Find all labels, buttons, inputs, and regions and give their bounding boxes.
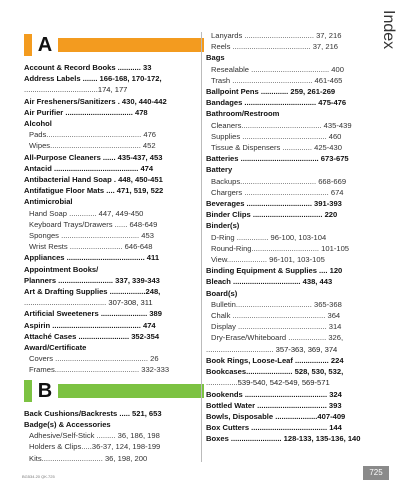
index-subentry: Pads............................................. 476 xyxy=(29,130,157,140)
index-subentry: Supplies ........................................ 460 xyxy=(211,131,342,141)
index-entry: Ballpoint Pens ............. 259, 261-269 xyxy=(206,87,336,97)
index-heading: Antimicrobial xyxy=(24,197,73,207)
index-heading: Board(s) xyxy=(206,288,238,298)
index-entry-continuation: ...............539-540, 542-549, 569-571 xyxy=(206,378,330,388)
index-subentry: D-Ring ............... 96-100, 103-104 xyxy=(211,232,327,242)
index-subentry: View................... 96-101, 103-105 xyxy=(211,255,325,265)
index-subentry: Dry-Erase/Whiteboard .................. 326, xyxy=(211,333,344,343)
index-entry: Bandages .................................. 475-476 xyxy=(206,98,347,108)
section-bar-left xyxy=(24,380,32,402)
index-subentry: Wipes........................................... 452 xyxy=(29,141,156,151)
index-subentry: Chalk ............................................ 364 xyxy=(211,311,341,321)
index-heading: Alcohol xyxy=(24,119,52,129)
index-entry-continuation: ...................................174, 177 xyxy=(24,85,128,95)
index-heading: Bathroom/Restroom xyxy=(206,109,280,119)
index-entry: Beverages ............................... 391-393 xyxy=(206,199,342,209)
index-subentry: Sponges ..................................... 453 xyxy=(29,231,154,241)
index-entry-continuation: ................................ 357-363, 369, 374 xyxy=(206,344,338,354)
index-subentry: Bulletin.................................... 365-368 xyxy=(211,299,342,309)
index-column-left xyxy=(24,30,204,464)
index-subentry: Wrist Rests ......................... 646-648 xyxy=(29,242,153,252)
index-title: Index xyxy=(380,10,397,50)
index-entry: Appliances ..................................... 411 xyxy=(24,253,160,263)
index-entry: Bookends ....................................... 324 xyxy=(206,389,342,399)
section-header-a xyxy=(24,34,204,56)
index-entry: Box Cutters .................................... 144 xyxy=(206,423,342,433)
index-column-right xyxy=(206,30,386,445)
index-subentry: Holders & Clips.....36-37, 124, 198-199 xyxy=(29,442,161,452)
index-heading: Appointment Books/ xyxy=(24,264,99,274)
index-heading: Battery xyxy=(206,165,233,175)
index-subentry: Adhesive/Self-Stick ......... 36, 186, 198 xyxy=(29,431,160,441)
index-entry: Account & Record Books ........... 33 xyxy=(24,63,152,72)
index-entry: Antifatigue Floor Mats .... 471, 519, 522 xyxy=(24,186,164,196)
index-entry: All-Purpose Cleaners ...... 435-437, 453 xyxy=(24,152,163,162)
index-heading: Bags xyxy=(206,53,225,63)
index-heading: Binder(s) xyxy=(206,221,240,231)
index-subentry: Resealable ..................................... 400 xyxy=(211,64,344,74)
section-bar-right xyxy=(58,384,204,398)
index-entry: Back Cushions/Backrests ..... 521, 653 xyxy=(24,408,162,418)
index-heading: Badge(s) & Accessories xyxy=(24,419,111,429)
index-subentry: Lanyards ................................. 37, 216 xyxy=(211,31,342,40)
index-subentry: Reels ..................................... 37, 216 xyxy=(211,42,339,52)
index-entry: Bleach ................................ 438, 443 xyxy=(206,277,333,287)
index-entry: Binder Clips ................................. 220 xyxy=(206,210,338,220)
index-subentry: Cleaners...................................... 435-439 xyxy=(211,120,352,130)
index-subentry: Kits............................. 36, 198, 200 xyxy=(29,453,148,463)
index-entry: Bowls, Disposable ....................407-409 xyxy=(206,411,346,421)
index-subentry: Covers ............................................ 26 xyxy=(29,354,159,364)
page-number: 725 xyxy=(363,466,389,480)
index-subentry: Display .......................................... 314 xyxy=(211,322,342,332)
index-entry: Aspirin .......................................... 474 xyxy=(24,320,156,330)
index-entry: Air Purifier ................................ 478 xyxy=(24,107,148,117)
section-header-b xyxy=(24,380,204,402)
index-entry: Antacid ........................................ 474 xyxy=(24,163,154,173)
index-subentry: Backups.................................... 668-669 xyxy=(211,176,347,186)
section-bar-right xyxy=(58,38,204,52)
index-subentry: Chargers ........................................ 674 xyxy=(211,187,344,197)
section-bar-left xyxy=(24,34,32,56)
index-subentry: Keyboard Trays/Drawers ...... 648-649 xyxy=(29,219,158,229)
index-entry: Art & Drafting Supplies .................248, xyxy=(24,287,161,297)
footer-code: BG534.20 QK.725 xyxy=(22,474,55,479)
index-entry: Artificial Sweeteners ...................... 389 xyxy=(24,309,163,319)
index-entry: Book Rings, Loose-Leaf ................ 224 xyxy=(206,355,344,365)
index-entry: Antibacterial Hand Soap . 448, 450-451 xyxy=(24,175,163,185)
index-entry-continuation: ....................................... 307-308, 311 xyxy=(24,298,153,308)
index-entry: Bookcases...................... 528, 530, 532, xyxy=(206,367,344,377)
index-subentry: Trash ...................................... 461-465 xyxy=(211,75,343,85)
index-subentry: Hand Soap ............. 447, 449-450 xyxy=(29,208,144,218)
index-entry: Address Labels ....... 166-168, 170-172, xyxy=(24,74,162,84)
index-entry: Bottled Water ................................. 393 xyxy=(206,400,342,410)
index-entry: Boxes ........................ 128-133, 135-136, 140 xyxy=(206,434,361,444)
index-subentry: Tissue & Dispensers .............. 425-430 xyxy=(211,143,342,153)
index-entry: Air Fresheners/Sanitizers . 430, 440-442 xyxy=(24,96,167,106)
index-subentry: Frames........................................ 332-333 xyxy=(29,365,170,375)
section-letter: A xyxy=(37,34,53,56)
index-entry: Planners .......................... 337, 339-343 xyxy=(24,275,160,285)
column-divider xyxy=(201,32,202,462)
index-entry: Attaché Cases ........................ 352-354 xyxy=(24,331,160,341)
index-heading: Award/Certificate xyxy=(24,343,87,353)
index-subentry: Round-Ring................................ 101-105 xyxy=(211,243,350,253)
index-entry: Binding Equipment & Supplies .... 120 xyxy=(206,266,343,276)
section-letter: B xyxy=(37,379,53,402)
index-entry: Batteries ..................................... 673-675 xyxy=(206,154,349,164)
